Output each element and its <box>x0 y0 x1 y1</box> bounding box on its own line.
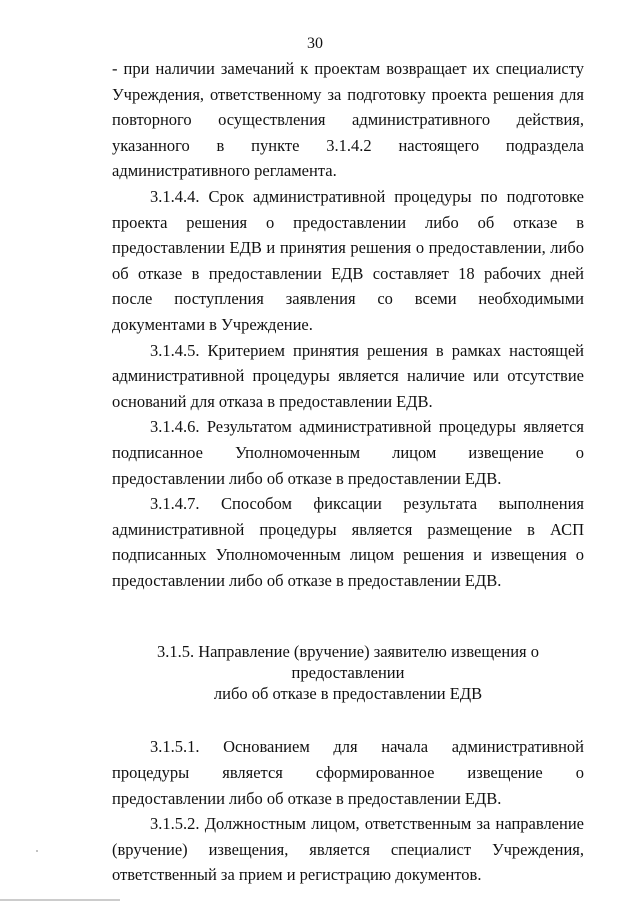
scan-artifact-dot <box>36 850 38 852</box>
paragraph-3-1-4-5: 3.1.4.5. Критерием принятия решения в рамках настоящей административной процедуры является наличие или отсутствие оснований для отказа в предоставлении ЕДВ. <box>112 340 584 411</box>
paragraph-3-1-4-6: 3.1.4.6. Результатом административной процедуры является подписанное Уполномоченным лицом извещение о предоставлении либо об отказе в предоставлении ЕДВ. <box>112 417 584 488</box>
section-heading-line-1: 3.1.5. Направление (вручение) заявителю извещения о предоставлении <box>157 642 539 683</box>
page-number: 30 <box>307 35 323 52</box>
scan-artifact-bottom-left <box>0 899 120 901</box>
paragraph-3-1-5-1: 3.1.5.1. Основанием для начала административной процедуры является сформированное извещение о предоставлении либо об отказе в предоставлении ЕДВ. <box>112 737 584 808</box>
section-heading-3-1-5 <box>112 641 584 704</box>
paragraph-3-1-4-4: 3.1.4.4. Срок административной процедуры по подготовке проекта решения о предоставлении либо об отказе в предоставлении ЕДВ и принятия решения о предоставлении, либо об отказе в предоставлении ЕДВ составляет 18 рабочих дней после поступления заявления со всеми необходимыми документами в Учреждение. <box>112 186 584 334</box>
paragraph-remarks: - при наличии замечаний к проектам возвращает их специалисту Учреждения, ответственному за подготовку проекта решения для повторного осуществления административного действия, указанного в пункте 3.1.4.2 настоящего подраздела административного регламента. <box>112 59 584 181</box>
section-heading-line-2: либо об отказе в предоставлении ЕДВ <box>213 684 483 704</box>
paragraph-3-1-5-2: 3.1.5.2. Должностным лицом, ответственным за направление (вручение) извещения, является специалист Учреждения, ответственный за прием и регистрацию документов. <box>112 814 584 885</box>
document-body <box>112 56 584 888</box>
paragraph-3-1-4-7: 3.1.4.7. Способом фиксации результата выполнения административной процедуры является размещение в АСП подписанных Уполномоченным лицом решения и извещения о предоставлении либо об отказе в предоставлении ЕДВ. <box>112 494 584 590</box>
